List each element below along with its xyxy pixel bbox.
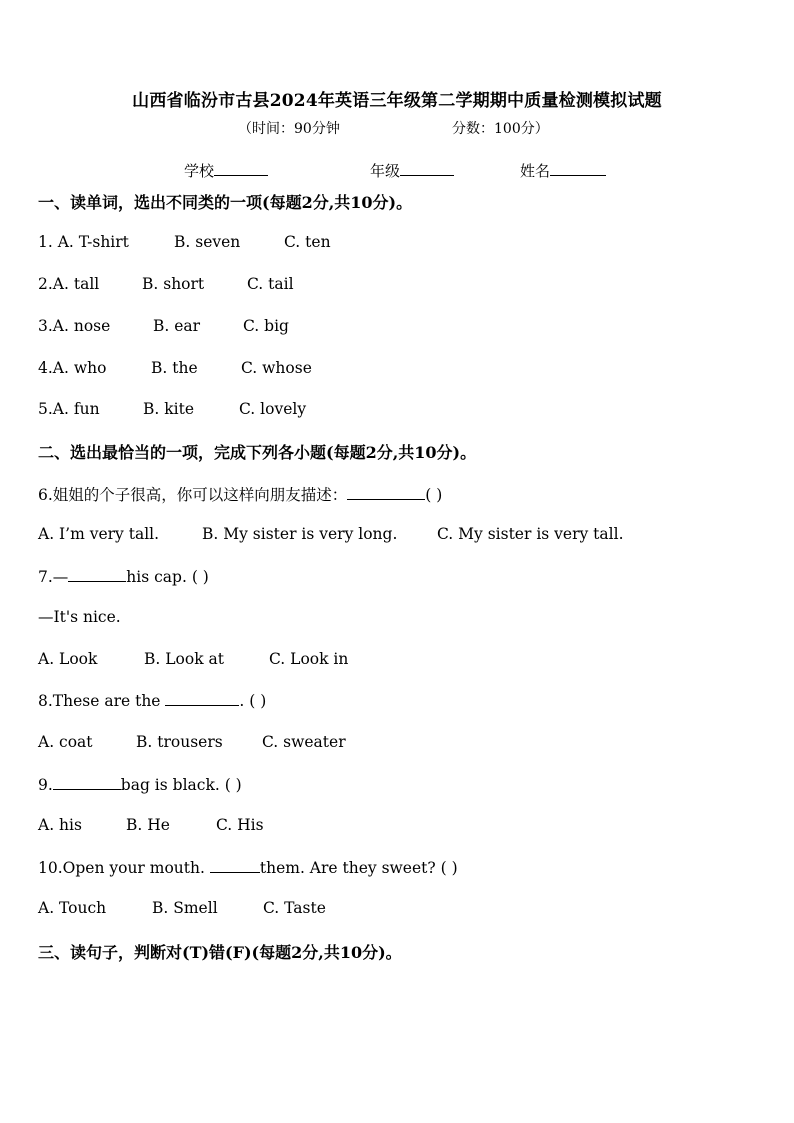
option-b: B. Look at xyxy=(144,650,224,668)
exam-score: 分数：100分） xyxy=(452,121,549,137)
question-stem: 6.姐姐的个子很高，你可以这样向朋友描述： xyxy=(38,486,348,504)
question-1 xyxy=(38,233,129,251)
option-a: A. Touch xyxy=(38,899,107,917)
question-prefix: 8.These are the xyxy=(38,692,166,710)
answer-blank[interactable] xyxy=(53,775,121,790)
option-b: B. ear xyxy=(153,317,201,335)
option-b: B. kite xyxy=(143,400,194,418)
question-10 xyxy=(38,858,458,877)
question-number: 2. xyxy=(38,275,53,293)
option-a: A. nose xyxy=(52,317,111,335)
option-a: A. tall xyxy=(52,275,100,293)
question-7 xyxy=(38,567,209,586)
option-a: A. I’m very tall. xyxy=(38,525,160,543)
option-c: C. My sister is very tall. xyxy=(437,525,624,543)
option-b: B. seven xyxy=(174,233,241,251)
option-b: B. My sister is very long. xyxy=(202,525,398,543)
question-suffix: . ( ) xyxy=(239,692,267,710)
section-1-heading: 一、读单词，选出不同类的一项(每题2分,共10分)。 xyxy=(38,193,413,212)
name-field xyxy=(520,160,606,181)
question-number: 1. xyxy=(38,233,53,251)
school-blank[interactable] xyxy=(214,161,268,176)
option-c: C. sweater xyxy=(262,733,346,751)
option-c: C. His xyxy=(216,816,264,834)
question-suffix: his cap. ( ) xyxy=(126,568,209,586)
question-number: 3. xyxy=(38,317,53,335)
option-c: C. ten xyxy=(284,233,331,251)
grade-label: 年级 xyxy=(370,162,401,180)
option-b: B. He xyxy=(126,816,170,834)
question-number: 5. xyxy=(38,400,53,418)
option-a: A. Look xyxy=(38,650,98,668)
answer-paren: ( ) xyxy=(425,486,443,504)
question-8 xyxy=(38,691,266,710)
question-2 xyxy=(38,275,99,293)
option-c: C. big xyxy=(243,317,289,335)
name-label: 姓名 xyxy=(520,162,551,180)
question-7-reply: —It's nice. xyxy=(38,608,121,626)
question-suffix: bag is black. ( ) xyxy=(120,776,242,794)
option-b: B. trousers xyxy=(136,733,223,751)
option-b: B. Smell xyxy=(152,899,218,917)
grade-blank[interactable] xyxy=(400,161,454,176)
name-blank[interactable] xyxy=(550,161,606,176)
question-4 xyxy=(38,359,106,377)
question-prefix: 7.— xyxy=(38,568,69,586)
question-6 xyxy=(38,483,442,505)
question-prefix: 10.Open your mouth. xyxy=(38,859,210,877)
page-title: 山西省临汾市古县2024年英语三年级第二学期期中质量检测模拟试题 xyxy=(132,91,662,111)
section-2-heading: 二、选出最恰当的一项，完成下列各小题(每题2分,共10分)。 xyxy=(38,443,477,462)
option-a: A. who xyxy=(52,359,107,377)
option-b: B. the xyxy=(151,359,198,377)
question-3 xyxy=(38,317,110,335)
question-9 xyxy=(38,775,242,794)
answer-blank[interactable] xyxy=(347,485,425,500)
option-b: B. short xyxy=(142,275,205,293)
option-c: C. lovely xyxy=(239,400,307,418)
school-field xyxy=(184,160,268,181)
option-c: C. tail xyxy=(247,275,294,293)
question-number: 4. xyxy=(38,359,53,377)
section-3-heading: 三、读句子，判断对(T)错(F)(每题2分,共10分)。 xyxy=(38,943,402,962)
answer-blank[interactable] xyxy=(165,691,239,706)
option-c: C. whose xyxy=(241,359,312,377)
option-a: A. coat xyxy=(38,733,93,751)
option-a: A. his xyxy=(38,816,82,834)
question-suffix: them. Are they sweet? ( ) xyxy=(259,859,458,877)
question-prefix: 9. xyxy=(38,776,53,794)
answer-blank[interactable] xyxy=(68,567,126,582)
question-5 xyxy=(38,400,100,418)
school-label: 学校 xyxy=(184,162,215,180)
grade-field xyxy=(370,160,454,181)
answer-blank[interactable] xyxy=(210,858,260,873)
option-a: A. T-shirt xyxy=(57,233,129,251)
option-c: C. Taste xyxy=(263,899,326,917)
option-c: C. Look in xyxy=(269,650,349,668)
exam-time: （时间：90分钟 xyxy=(238,121,340,137)
option-a: A. fun xyxy=(52,400,100,418)
